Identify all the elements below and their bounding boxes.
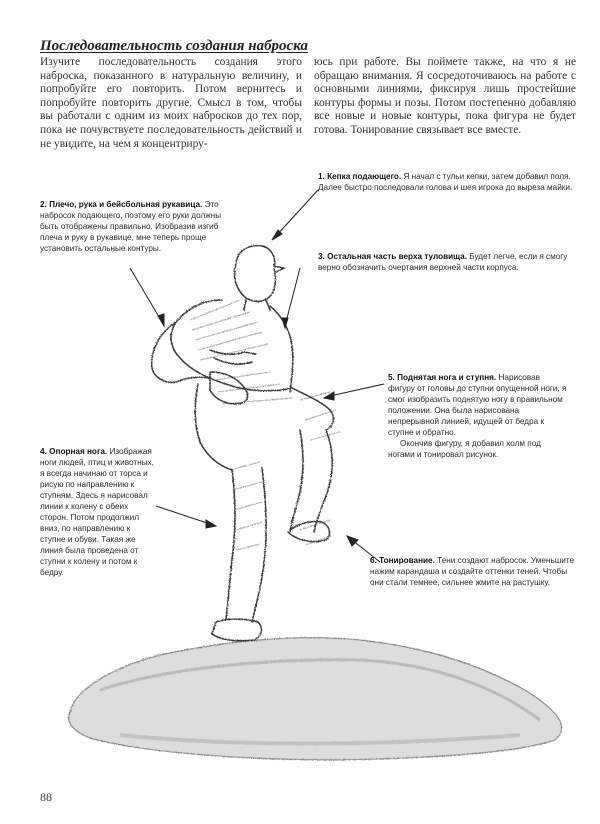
note-text: Тени создают набросок. Уменьшите нажим карандаша и создайте оттенки теней. Чтобы они стали темнее, сильнее жмите на растушку. bbox=[370, 556, 575, 587]
note-4-supporting-leg bbox=[40, 446, 158, 578]
mound-hill bbox=[69, 638, 562, 760]
note-text-extra: Окончив фигуру, я добавил холм под ногами и тонировал рисунок. bbox=[388, 439, 541, 459]
note-text: Изображая ноги людей, птиц и животных, я всегда начинаю от торса и рисую по направлению к ступням. Здесь я нарисовал линии к колену с обеих сторон. Потом продолжил вниз, по направлению к ступне и обуви. Такая же линия была проведена от ступни к колену и потом к бедру. bbox=[40, 447, 154, 577]
page-number: 88 bbox=[40, 790, 52, 804]
note-heading: Остальная часть верха туловища. bbox=[327, 252, 467, 261]
note-number: 5. bbox=[388, 373, 395, 382]
note-heading: Опорная нога. bbox=[49, 447, 108, 456]
note-3-upper-torso bbox=[318, 251, 580, 273]
note-number: 6. bbox=[370, 556, 377, 565]
intro-right-column: юсь при работе. Вы поймете также, на что я не обращаю внимания. Я сосредоточиваюсь на работе с основными линиями, фиксируя лишь простейшие контуры формы и позы. Потом постепенно добавляю все новые и новые контуры, пока фигура не будет готова. Тонирование связывает все вместе. bbox=[314, 56, 576, 136]
page-title: Последовательность создания наброска bbox=[40, 38, 308, 54]
note-2-shoulder-arm-glove bbox=[40, 199, 240, 254]
note-heading: Тонирование. bbox=[379, 556, 435, 565]
note-heading: Плечо, рука и бейсбольная рукавица. bbox=[49, 200, 203, 209]
note-heading: Поднятая нога и ступня. bbox=[397, 373, 497, 382]
note-5-raised-leg bbox=[388, 372, 568, 460]
note-text: Это набросок подающего, поэтому его руки должны быть отображены правильно. Изобразив изгиб плеча и руку в рукавице, мне теперь проще установить остальные контуры. bbox=[40, 200, 222, 253]
sketch-shading bbox=[190, 300, 340, 550]
note-6-shading bbox=[370, 555, 578, 588]
note-text: Нарисовав фигуру от головы до ступни опущенной ноги, я смог изобразить поднятую ногу в правильном положении. Она была нарисована непрерывной линией, идущей от бедра к ступне и обратно. bbox=[388, 373, 567, 437]
note-number: 1. bbox=[318, 172, 325, 181]
note-text: Будет легче, если я смогу верно обозначить очертания верхней части корпуса. bbox=[318, 252, 568, 272]
pitcher-figure bbox=[152, 246, 334, 641]
note-heading: Кепка подающего. bbox=[327, 172, 402, 181]
note-text: Я начал с тульи кепки, затем добавил поля. Далее быстро последовали голова и шея игрока до выреза майки. bbox=[318, 172, 573, 192]
note-number: 4. bbox=[40, 447, 47, 456]
note-1-cap bbox=[318, 171, 580, 193]
note-number: 2. bbox=[40, 200, 47, 209]
intro-left-column: Изучите последовательность создания этого наброска, показанного в натуральную величину, и попробуйте его повторить. Потом вернитесь и попробуйте повторить другие. Смысл в том, чтобы вы работали с одним из моих набросков до тех пор, пока не почувствуете последовательность действий и не увидите, на чем я концентриру- bbox=[40, 56, 302, 150]
note-number: 3. bbox=[318, 252, 325, 261]
